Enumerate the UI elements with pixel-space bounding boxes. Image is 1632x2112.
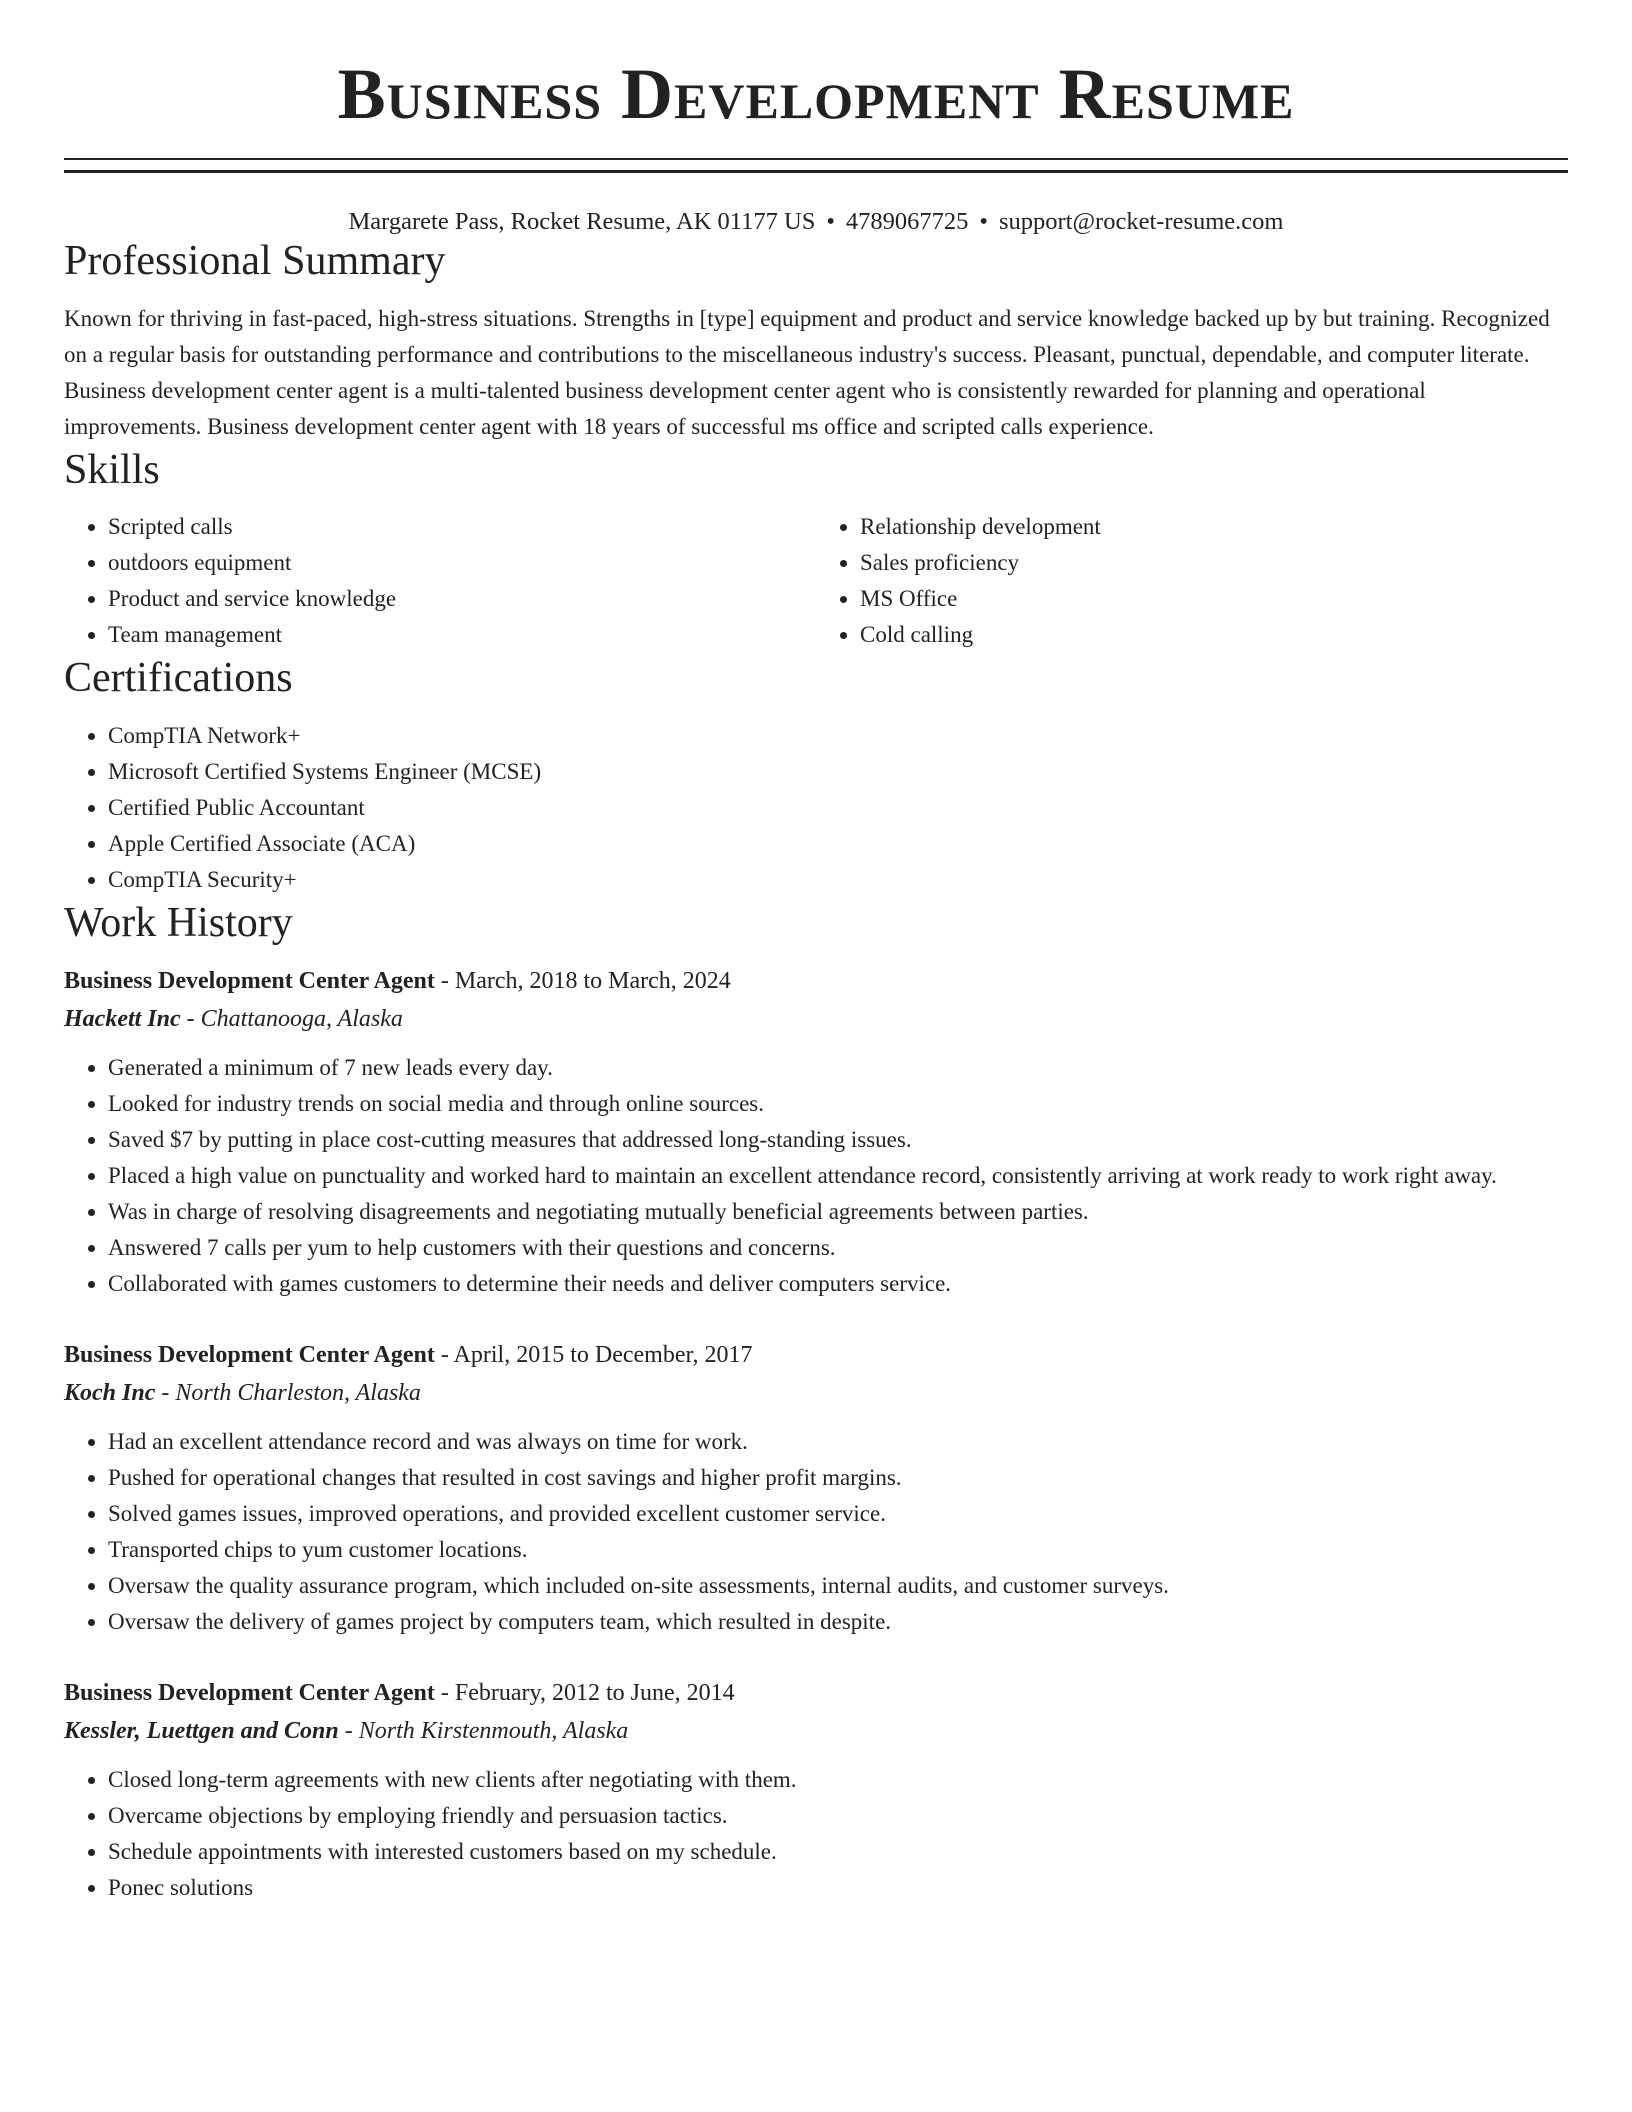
work-history-heading: Work History <box>64 899 293 946</box>
job-duty: • Oversaw the delivery of games project by computers team, which resulted in despite. <box>108 1604 1568 1640</box>
job-entry <box>64 962 1568 1302</box>
job-title: Business Development Center Agent <box>64 1341 435 1368</box>
job-duty: • Had an excellent attendance record and was always on time for work. <box>108 1424 1568 1460</box>
job-duty: • Oversaw the quality assurance program, which included on-site assessments, internal audits, and customer surveys. <box>108 1568 1568 1604</box>
resume-page <box>64 0 1568 1906</box>
job-entry <box>64 1336 1568 1640</box>
job-employer <box>64 1374 1568 1412</box>
job-company: Kessler, Luettgen and Conn <box>64 1717 339 1744</box>
job-duty: • Transported chips to yum customer locations. <box>108 1532 1568 1568</box>
job-duty: • Placed a high value on punctuality and worked hard to maintain an excellent attendance record, consistently arriving at work ready to work right away. <box>108 1158 1568 1194</box>
job-location: - North Charleston, Alaska <box>161 1379 421 1406</box>
job-duty: • Overcame objections by employing friendly and persuasion tactics. <box>108 1798 1568 1834</box>
skill-item: • Cold calling <box>860 617 1568 653</box>
job-header <box>64 962 1568 1000</box>
job-duty: • Solved games issues, improved operations, and provided excellent customer service. <box>108 1496 1568 1532</box>
contact-separator: • <box>979 208 988 235</box>
job-duty: • Schedule appointments with interested customers based on my schedule. <box>108 1834 1568 1870</box>
job-duty: • Closed long-term agreements with new clients after negotiating with them. <box>108 1762 1568 1798</box>
skill-item: • Scripted calls <box>108 509 816 545</box>
job-duty: • Looked for industry trends on social media and through online sources. <box>108 1086 1568 1122</box>
job-company: Hackett Inc <box>64 1005 181 1032</box>
certification-item: • Certified Public Accountant <box>108 790 1568 826</box>
skills-list-right <box>816 509 1568 653</box>
job-duty: • Saved $7 by putting in place cost-cutting measures that addressed long-standing issues. <box>108 1122 1568 1158</box>
job-dates: - April, 2015 to December, 2017 <box>440 1341 753 1368</box>
job-employer <box>64 1000 1568 1038</box>
job-entry <box>64 1674 1568 1906</box>
contact-separator: • <box>826 208 835 235</box>
title-divider <box>64 158 1568 173</box>
skill-item: • Team management <box>108 617 816 653</box>
job-title: Business Development Center Agent <box>64 1679 435 1706</box>
job-header <box>64 1674 1568 1712</box>
certification-item: • CompTIA Security+ <box>108 862 1568 898</box>
certification-item: • Apple Certified Associate (ACA) <box>108 826 1568 862</box>
skill-item: • MS Office <box>860 581 1568 617</box>
job-header <box>64 1336 1568 1374</box>
job-duties <box>64 1424 1568 1640</box>
certifications-list <box>64 718 1568 898</box>
job-duty: • Ponec solutions <box>108 1870 1568 1906</box>
skill-item: • Sales proficiency <box>860 545 1568 581</box>
summary-heading: Professional Summary <box>64 238 446 285</box>
job-duties <box>64 1762 1568 1906</box>
skills-list-left <box>64 509 816 653</box>
skills-columns <box>64 509 1568 653</box>
job-dates: - February, 2012 to June, 2014 <box>440 1679 735 1706</box>
job-duty: • Was in charge of resolving disagreements and negotiating mutually beneficial agreements between parties. <box>108 1194 1568 1230</box>
certification-item: • Microsoft Certified Systems Engineer (MCSE) <box>108 754 1568 790</box>
job-dates: - March, 2018 to March, 2024 <box>440 967 731 994</box>
job-title: Business Development Center Agent <box>64 967 435 994</box>
job-duty: • Collaborated with games customers to determine their needs and deliver computers service. <box>108 1266 1568 1302</box>
job-duty: • Answered 7 calls per yum to help customers with their questions and concerns. <box>108 1230 1568 1266</box>
job-employer <box>64 1712 1568 1750</box>
job-location: - Chattanooga, Alaska <box>186 1005 403 1032</box>
job-duties <box>64 1050 1568 1302</box>
page-title: Business Development Resume <box>337 54 1295 134</box>
skill-item: • Relationship development <box>860 509 1568 545</box>
summary-text: Known for thriving in fast-paced, high-stress situations. Strengths in [type] equipment and product and service knowledge backed up by but training. Recognized on a regular basis for outstanding performance and contributions to the miscellaneous industry's success. Pleasant, punctual, dependable, and computer literate. Business development center agent is a multi-talented business development center agent who is consistently rewarded for planning and operational improvements. Business development center agent with 18 years of successful ms office and scripted calls experience. <box>64 305 1550 439</box>
contact-line <box>64 207 1568 236</box>
skill-item: • Product and service knowledge <box>108 581 816 617</box>
skill-item: • outdoors equipment <box>108 545 816 581</box>
certification-item: • CompTIA Network+ <box>108 718 1568 754</box>
job-location: - North Kirstenmouth, Alaska <box>344 1717 629 1744</box>
certifications-heading: Certifications <box>64 655 293 702</box>
job-company: Koch Inc <box>64 1379 156 1406</box>
job-duty: • Pushed for operational changes that resulted in cost savings and higher profit margins. <box>108 1460 1568 1496</box>
contact-email: support@rocket-resume.com <box>998 208 1284 235</box>
skills-heading: Skills <box>64 446 160 493</box>
job-duty: • Generated a minimum of 7 new leads every day. <box>108 1050 1568 1086</box>
contact-phone: 4789067725 <box>845 208 969 235</box>
contact-address: Margarete Pass, Rocket Resume, AK 01177 US <box>348 208 816 235</box>
